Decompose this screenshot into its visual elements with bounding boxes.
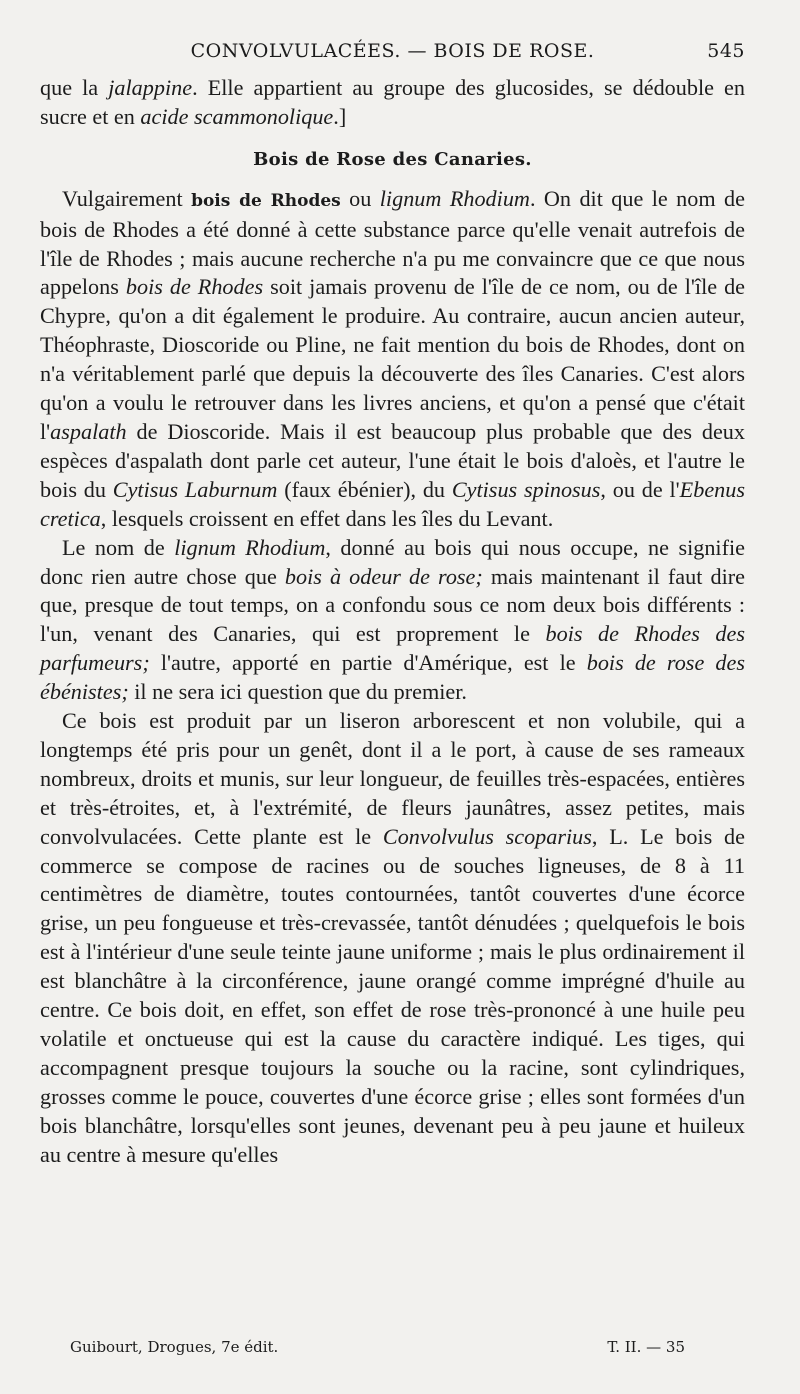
italic-term: bois de Rhodes	[125, 274, 264, 300]
text-run: (faux ébénier), du	[277, 476, 452, 502]
section-title: Bois de Rose des Canaries.	[253, 148, 532, 170]
italic-term: jalappine	[108, 75, 193, 100]
footer-signature: Guibourt, Drogues, 7e édit.	[70, 1338, 279, 1356]
paragraph-intro	[40, 74, 745, 132]
page-number: 545	[707, 40, 745, 62]
text-run: , L. Le bois de commerce se compose de racines ou de souches ligneuses, de 8 à 11 centimètres de diamètre, toutes contournées, tantôt couvertes d'une écorce grise, un peu fongueuse et très-crevassée, tantôt dénudées ; quelquefois le bois est à l'intérieur d'une seule teinte jaune uniforme ; mais le plus ordinairement il est blanchâtre à la circonférence, jaune orangé comme imprégné d'huile au centre. Ce bois doit, en effet, son effet de rose très-prononcé à une huile peu volatile et onctueuse qui est la cause du caractère indiqué. Les tiges, qui accompagnent presque toujours la souche ou la racine, sont cylindriques, grosses comme le pouce, couvertes d'une écorce grise ; elles sont formées d'un bois blanchâtre, lorsqu'elles sont jeunes, devenant peu à peu jaune et huileux au centre à mesure qu'elles	[40, 823, 745, 1167]
italic-term: aspalath	[50, 418, 127, 444]
running-header	[40, 40, 745, 74]
text-run: . Elle appartient au groupe des glucosides, se dédouble en sucre et en	[40, 75, 745, 129]
text-run: , ou de l'	[600, 476, 680, 502]
text-run: mais maintenant il faut dire que, presque de tout temps, on a confondu sous ce nom deux bois différents : l'un, venant des Canaries, qui est proprement le	[40, 563, 745, 647]
bold-term: bois de Rhodes	[191, 190, 341, 211]
text-run: .]	[333, 103, 347, 129]
body-text	[40, 74, 745, 1170]
italic-term: lignum Rhodium	[174, 534, 326, 560]
text-run: , lesquels croissent en effet dans les îles du Levant.	[100, 505, 554, 531]
running-title: CONVOLVULACÉES. — BOIS DE ROSE.	[190, 40, 595, 62]
italic-term: Ebenus cretica	[40, 476, 745, 531]
italic-term: bois de rose des ébénistes;	[40, 650, 745, 705]
text-run: soit jamais provenu de l'île de ce nom, ou de l'île de Chypre, qu'on a dit également le produire. Au contraire, aucun ancien auteur, Théophraste, Dioscoride ou Pline, ne fait mention du bois de Rhodes, dont on n'a véritablement parlé que depuis la découverte des îles Canaries. C'est alors qu'on a voulu le retrouver dans les livres anciens, et qu'on a pensé que c'était l'	[40, 274, 746, 444]
document-page	[40, 40, 745, 1360]
paragraph-3	[40, 707, 745, 1170]
page-footer	[40, 1338, 745, 1360]
text-run: Le nom de	[62, 534, 175, 560]
italic-term: bois de Rhodes des parfumeurs;	[40, 621, 745, 676]
italic-term: acide scammonolique	[140, 103, 334, 129]
text-run: . On dit que le nom de bois de Rhodes a été donné à cette substance parce qu'elle venait autrefois de l'île de Rhodes ; mais aucune recherche n'a pu me convaincre que ce que nous appelons	[40, 185, 745, 300]
italic-term: Convolvulus scoparius	[382, 823, 592, 849]
text-run: il ne sera ici question que du premier.	[128, 679, 467, 705]
paragraph-2	[40, 534, 745, 707]
text-run: Ce bois est produit par un liseron arborescent et non volubile, qui a longtemps été pris pour un genêt, dont il a le port, à cause de ses rameaux nombreux, droits et munis, sur leur longueur, de feuilles très-espacées, entières et très-étroites, et, à l'extrémité, de fleurs jaunâtres, assez petites, mais convolvulacées. Cette plante est le	[40, 708, 745, 849]
italic-term: lignum Rhodium	[379, 185, 530, 211]
text-run: ou	[340, 185, 380, 211]
text-run: l'autre, apporté en partie d'Amérique, est le	[149, 650, 587, 676]
paragraph-1	[40, 185, 745, 534]
italic-term: Cytisus spinosus	[451, 476, 601, 502]
text-run: Vulgairement	[62, 185, 192, 211]
footer-volume: T. II. — 35	[607, 1338, 685, 1356]
italic-term: Cytisus Laburnum	[112, 476, 278, 502]
italic-term: bois à odeur de rose;	[284, 563, 483, 589]
text-run: de Dioscoride. Mais il est beaucoup plus probable que des deux espèces d'aspalath dont parle cet auteur, l'une était le bois d'aloès, et l'autre le bois du	[40, 418, 745, 502]
text-run: que la	[40, 75, 109, 100]
text-run: , donné au bois qui nous occupe, ne signifie donc rien autre chose que	[40, 534, 745, 589]
